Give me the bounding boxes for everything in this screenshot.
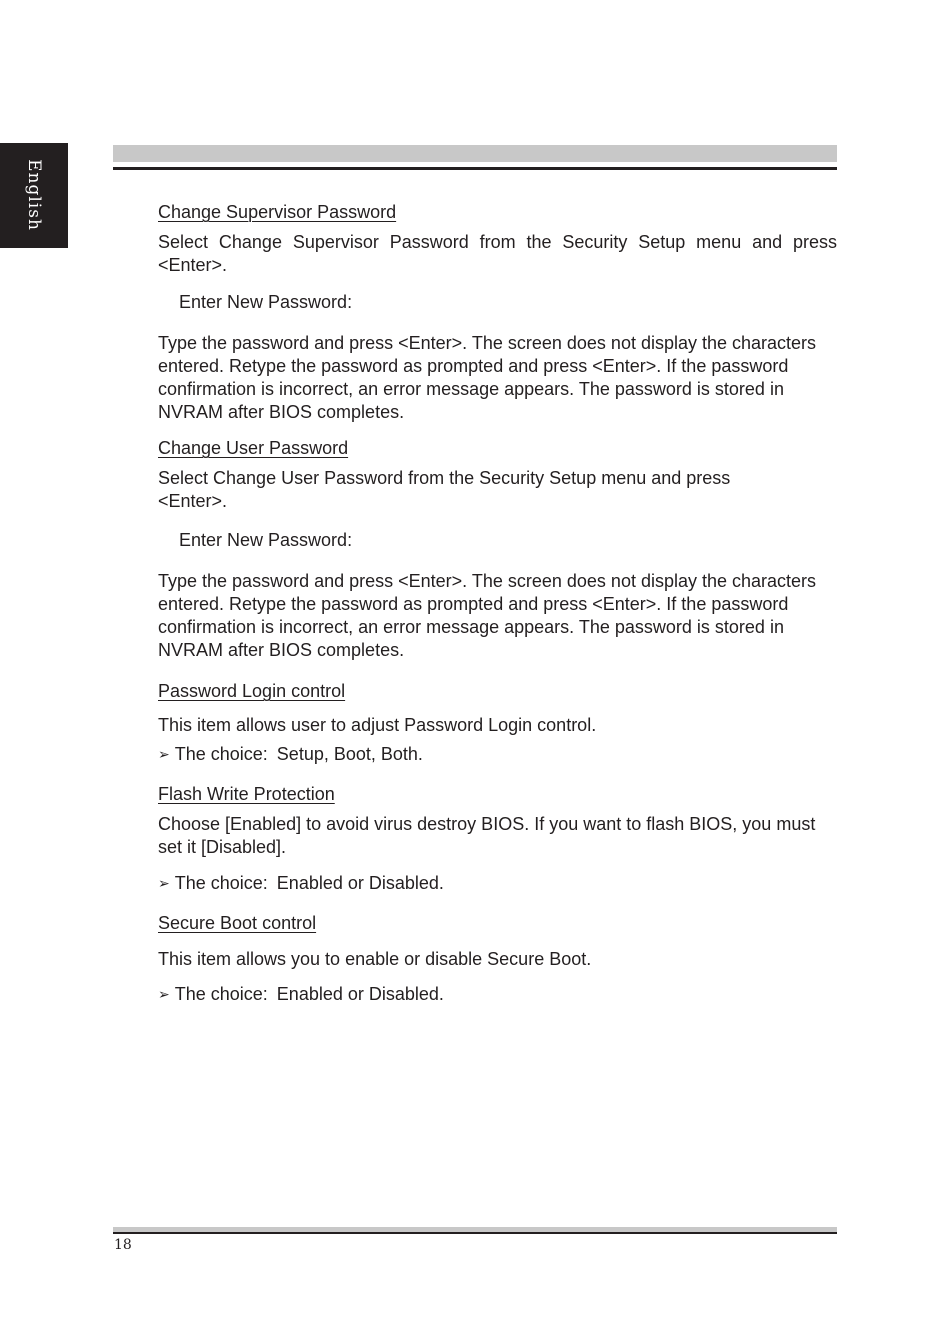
section-heading-password-login-control: Password Login control xyxy=(158,681,346,701)
section-heading-flash-write-protection: Flash Write Protection xyxy=(158,784,335,804)
choice-line-password-login-control xyxy=(158,743,837,768)
section-intro-flash-write-protection: Choose [Enabled] to avoid virus destroy BIOS. If you want to flash BIOS, you must set it [Disabled]. xyxy=(158,814,816,857)
choice-label: The choice: xyxy=(174,873,268,893)
section-heading-secure-boot-control: Secure Boot control xyxy=(158,913,317,933)
language-side-tab xyxy=(0,143,68,248)
section-heading-change-supervisor-password: Change Supervisor Password xyxy=(158,202,397,222)
choice-label: The choice: xyxy=(174,984,268,1004)
section-body-change-user-password: Type the password and press <Enter>. The screen does not display the characters entered. Retype the password as prompted and press <Enter>. If the password confirmation is incorrect, an error message appears. The password is stored in NVRAM after BIOS completes. xyxy=(158,571,817,660)
header-gray-bar xyxy=(113,145,837,162)
header-rule xyxy=(113,167,837,170)
section-intro-secure-boot-control: This item allows you to enable or disable Secure Boot. xyxy=(158,949,592,969)
choice-line-secure-boot-control xyxy=(158,983,837,1008)
section-intro-password-login-control: This item allows user to adjust Password Login control. xyxy=(158,715,597,735)
arrow-bullet-icon: ➢ xyxy=(158,876,170,892)
section-intro-change-user-password: Select Change User Password from the Security Setup menu and press <Enter>. xyxy=(158,468,731,511)
arrow-bullet-icon: ➢ xyxy=(158,987,170,1003)
section-body-change-supervisor-password: Type the password and press <Enter>. The screen does not display the characters entered. Retype the password as prompted and press <Enter>. If the password confirmation is incorrect, an error message appears. The password is stored in NVRAM after BIOS completes. xyxy=(158,333,817,422)
prompt-enter-new-password: Enter New Password: xyxy=(179,292,353,312)
choice-label: The choice: xyxy=(174,744,268,764)
choice-value: Enabled or Disabled. xyxy=(276,984,444,1004)
prompt-enter-new-password: Enter New Password: xyxy=(179,530,353,550)
page-number: 18 xyxy=(114,1237,132,1253)
footer-rule xyxy=(113,1232,837,1234)
section-intro-change-supervisor-password: Select Change Supervisor Password from the Security Setup menu and press <Enter>. xyxy=(158,232,837,275)
choice-line-flash-write-protection xyxy=(158,872,837,897)
choice-value: Setup, Boot, Both. xyxy=(276,744,423,764)
language-tab-label: English xyxy=(24,159,44,231)
arrow-bullet-icon: ➢ xyxy=(158,747,170,763)
section-heading-change-user-password: Change User Password xyxy=(158,438,349,458)
choice-value: Enabled or Disabled. xyxy=(276,873,444,893)
